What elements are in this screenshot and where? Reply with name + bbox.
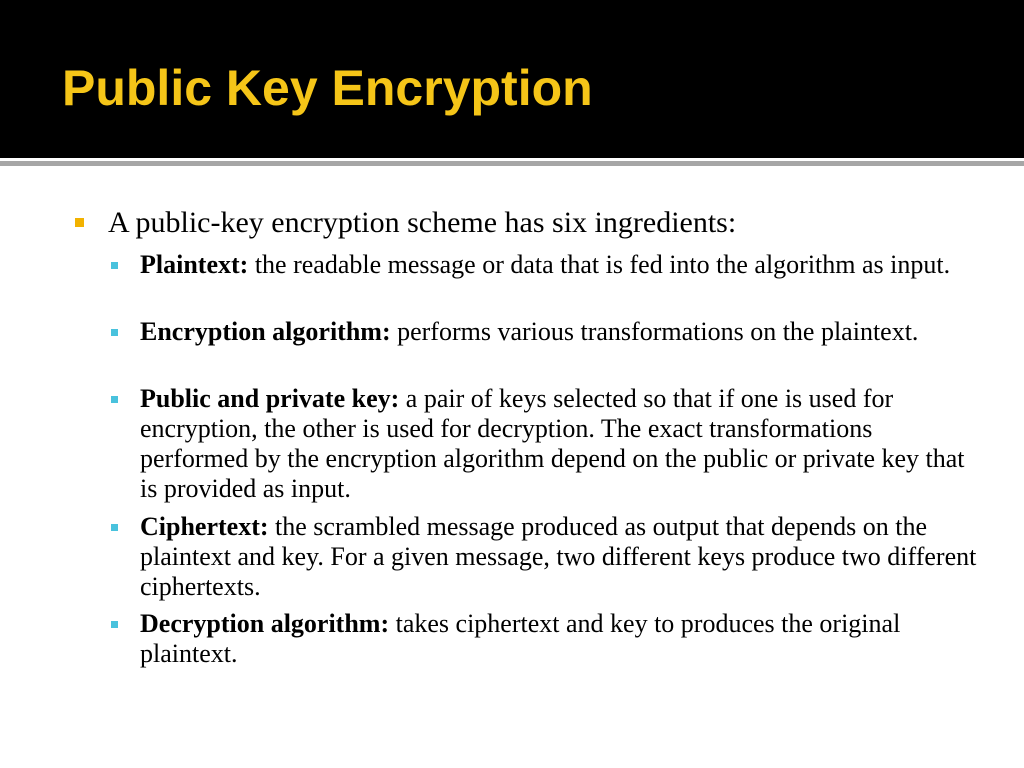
ingredient-description: the readable message or data that is fed into the algorithm as input. xyxy=(248,250,951,279)
square-bullet-icon xyxy=(75,218,84,227)
ingredient-term: Encryption algorithm: xyxy=(140,317,391,346)
ingredient-decryption-algorithm xyxy=(140,609,980,669)
ingredient-term: Plaintext: xyxy=(140,250,249,279)
ingredient-ciphertext xyxy=(140,512,980,602)
square-bullet-icon xyxy=(111,262,118,269)
ingredient-term: Ciphertext: xyxy=(140,512,269,541)
square-bullet-icon xyxy=(111,524,118,531)
square-bullet-icon xyxy=(111,329,118,336)
ingredient-term: Public and private key: xyxy=(140,384,400,413)
ingredient-encryption-algorithm xyxy=(140,317,980,347)
ingredient-description: the scrambled message produced as output that depends on the plaintext and key. For a given message, two different keys produce two different ciphertexts. xyxy=(140,512,977,601)
ingredient-description: performs various transformations on the plaintext. xyxy=(390,317,919,346)
square-bullet-icon xyxy=(111,621,118,628)
ingredient-term: Decryption algorithm: xyxy=(140,609,390,638)
intro-text: A public-key encryption scheme has six ingredients: xyxy=(108,206,737,239)
ingredient-key-pair xyxy=(140,384,980,504)
ingredient-plaintext xyxy=(140,250,980,280)
slide-title: Public Key Encryption xyxy=(62,60,593,116)
ingredient-description: a pair of keys selected so that if one is used for encryption, the other is used for decryption. The exact transformations performed by the encryption algorithm depend on the public or private key that is provided as input. xyxy=(140,384,965,503)
square-bullet-icon xyxy=(111,396,118,403)
ingredient-description: takes ciphertext and key to produces the original plaintext. xyxy=(140,609,901,668)
